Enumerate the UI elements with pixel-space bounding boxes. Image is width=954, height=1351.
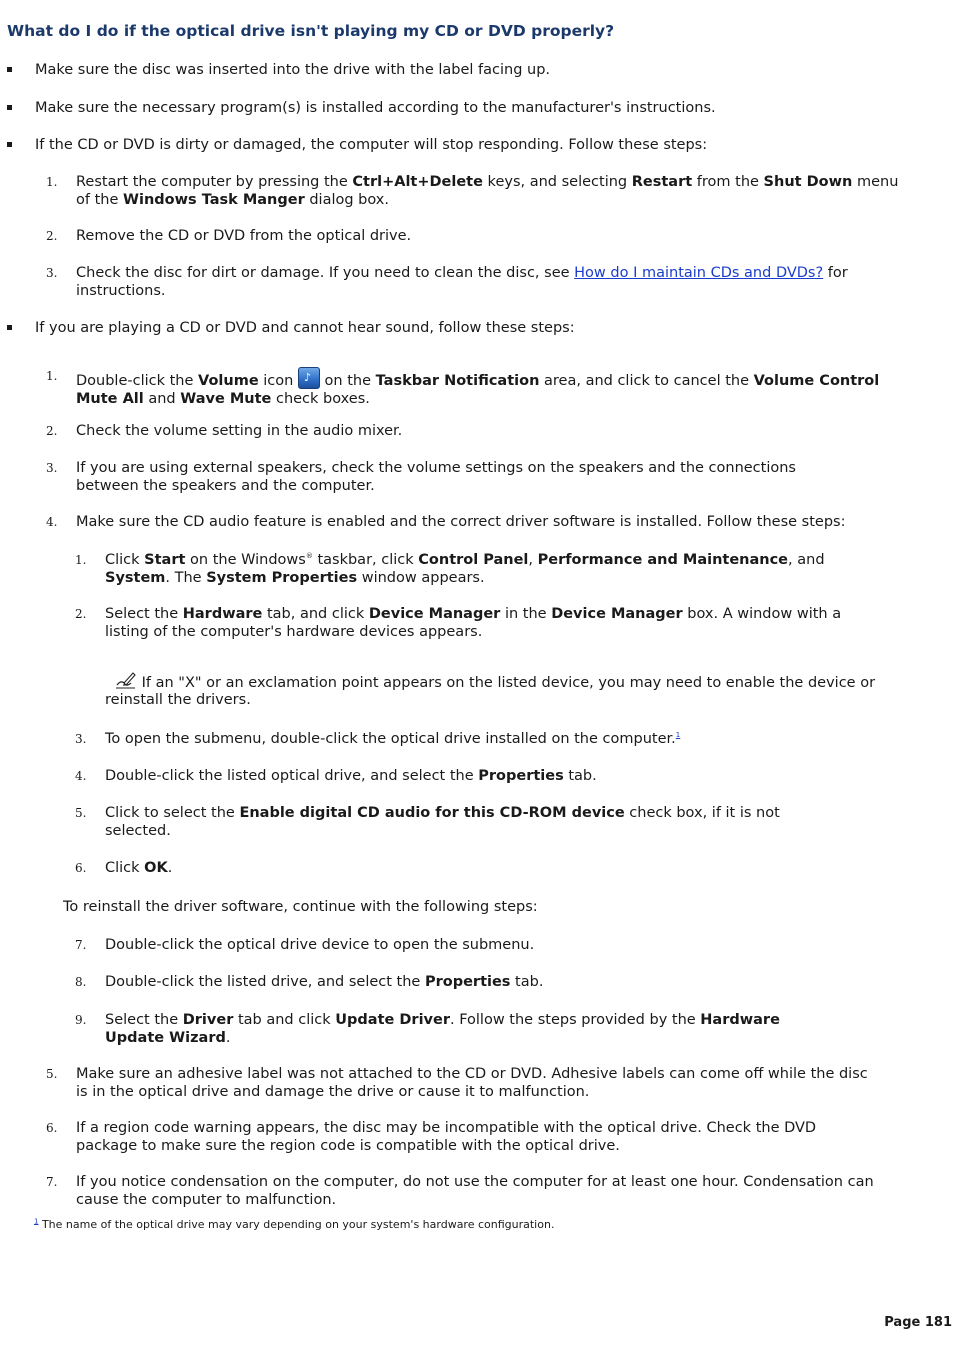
step-number: 1. (46, 369, 58, 383)
volume-icon: ♪ (298, 367, 320, 389)
sound-step-speakers: If you are using external speakers, check the volume settings on the speakers and the connections between the speakers and the computer. (76, 460, 796, 494)
driver-step-open-submenu: To open the submenu, double-click the optical drive installed on the computer.$^1$ (105, 731, 681, 747)
sound-step-volume: Double-click the Volume icon ♪ on the Taskbar Notification area, and click to cancel the Volume Control Mute All and Wave Mute check boxes. (76, 367, 891, 408)
driver-note: If an "X" or an exclamation point appears on the listed device, you may need to enable the device or reinstall the drivers. (105, 671, 920, 709)
bullet-label-facing-up: Make sure the disc was inserted into the drive with the label facing up. (35, 61, 935, 79)
footnote: $^1$ The name of the optical drive may vary depending on your system's hardware configuration. (34, 1217, 555, 1231)
step-number: 3. (46, 266, 58, 280)
page-title: What do I do if the optical drive isn't playing my CD or DVD properly? (7, 22, 615, 40)
sound-step-region-code: If a region code warning appears, the disc may be incompatible with the optical drive. Check the DVD package to make sure the region code is compatible with the optical drive. (76, 1120, 817, 1154)
substep-number: 1. (75, 553, 87, 567)
step-number: 2. (46, 424, 58, 438)
driver-step-open-device: Double-click the optical drive device to open the submenu. (105, 937, 535, 953)
substep-number: 5. (75, 806, 87, 820)
footnote-ref-link[interactable]: 1 (675, 731, 681, 740)
driver-step-device-manager: Select the Hardware tab, and click Device Manager in the Device Manager box. A window with a listing of the computer's hardware devices appears. (105, 606, 842, 640)
driver-step-properties-tab: Double-click the listed optical drive, and select the Properties tab. (105, 768, 597, 784)
reinstall-intro: To reinstall the driver software, continue with the following steps: (63, 899, 538, 915)
substep-number: 6. (75, 861, 87, 875)
bullet-program-installed: Make sure the necessary program(s) is installed according to the manufacturer's instructions. (35, 99, 935, 117)
step-number: 5. (46, 1067, 58, 1081)
bullet-dirty-disc: If the CD or DVD is dirty or damaged, the computer will stop responding. Follow these steps: (35, 136, 935, 154)
dirty-step-remove-disc: Remove the CD or DVD from the optical drive. (76, 228, 412, 244)
dirty-step-check-disc: Check the disc for dirt or damage. If you need to clean the disc, see How do I maintain CDs and DVDs? for instructions. (76, 265, 848, 299)
bullet-no-sound: If you are playing a CD or DVD and cannot hear sound, follow these steps: (35, 319, 935, 337)
page-number: Page 181 (884, 1315, 952, 1330)
driver-step-drive-properties: Double-click the listed drive, and select the Properties tab. (105, 974, 544, 990)
driver-step-update-driver: Select the Driver tab and click Update Driver. Follow the steps provided by the Hardware Update Wizard. (105, 1012, 780, 1046)
footnote-mark-link[interactable]: 1 (34, 1217, 39, 1226)
substep-number: 4. (75, 769, 87, 783)
substep-number: 7. (75, 938, 87, 952)
sound-step-cd-audio: Make sure the CD audio feature is enabled and the correct driver software is installed. Follow these steps: (76, 514, 846, 530)
sound-step-adhesive-label: Make sure an adhesive label was not attached to the CD or DVD. Adhesive labels can come off while the disc is in the optical drive and damage the drive or cause it to malfunction. (76, 1066, 868, 1100)
driver-step-click-ok: Click OK. (105, 860, 173, 876)
sound-step-condensation: If you notice condensation on the computer, do not use the computer for at least one hour. Condensation can cause the computer to malfunction. (76, 1174, 874, 1208)
note-pencil-icon (115, 671, 137, 689)
step-number: 6. (46, 1121, 58, 1135)
step-number: 2. (46, 229, 58, 243)
maintain-cds-link[interactable]: How do I maintain CDs and DVDs? (574, 265, 824, 281)
substep-number: 3. (75, 732, 87, 746)
substep-number: 8. (75, 975, 87, 989)
step-number: 4. (46, 515, 58, 529)
substep-number: 9. (75, 1013, 87, 1027)
driver-step-system-properties: Click Start on the Windows® taskbar, click Control Panel, Performance and Maintenance, and System. The System Properties window appears. (105, 552, 825, 586)
sound-step-mixer: Check the volume setting in the audio mixer. (76, 423, 403, 439)
step-number: 3. (46, 461, 58, 475)
step-number: 1. (46, 175, 58, 189)
step-number: 7. (46, 1175, 58, 1189)
substep-number: 2. (75, 607, 87, 621)
dirty-step-restart: Restart the computer by pressing the Ctrl+Alt+Delete keys, and selecting Restart from the Shut Down menu of the Windows Task Manger dialog box. (76, 174, 899, 208)
driver-step-enable-cd-audio: Click to select the Enable digital CD audio for this CD-ROM device check box, if it is not selected. (105, 805, 780, 839)
